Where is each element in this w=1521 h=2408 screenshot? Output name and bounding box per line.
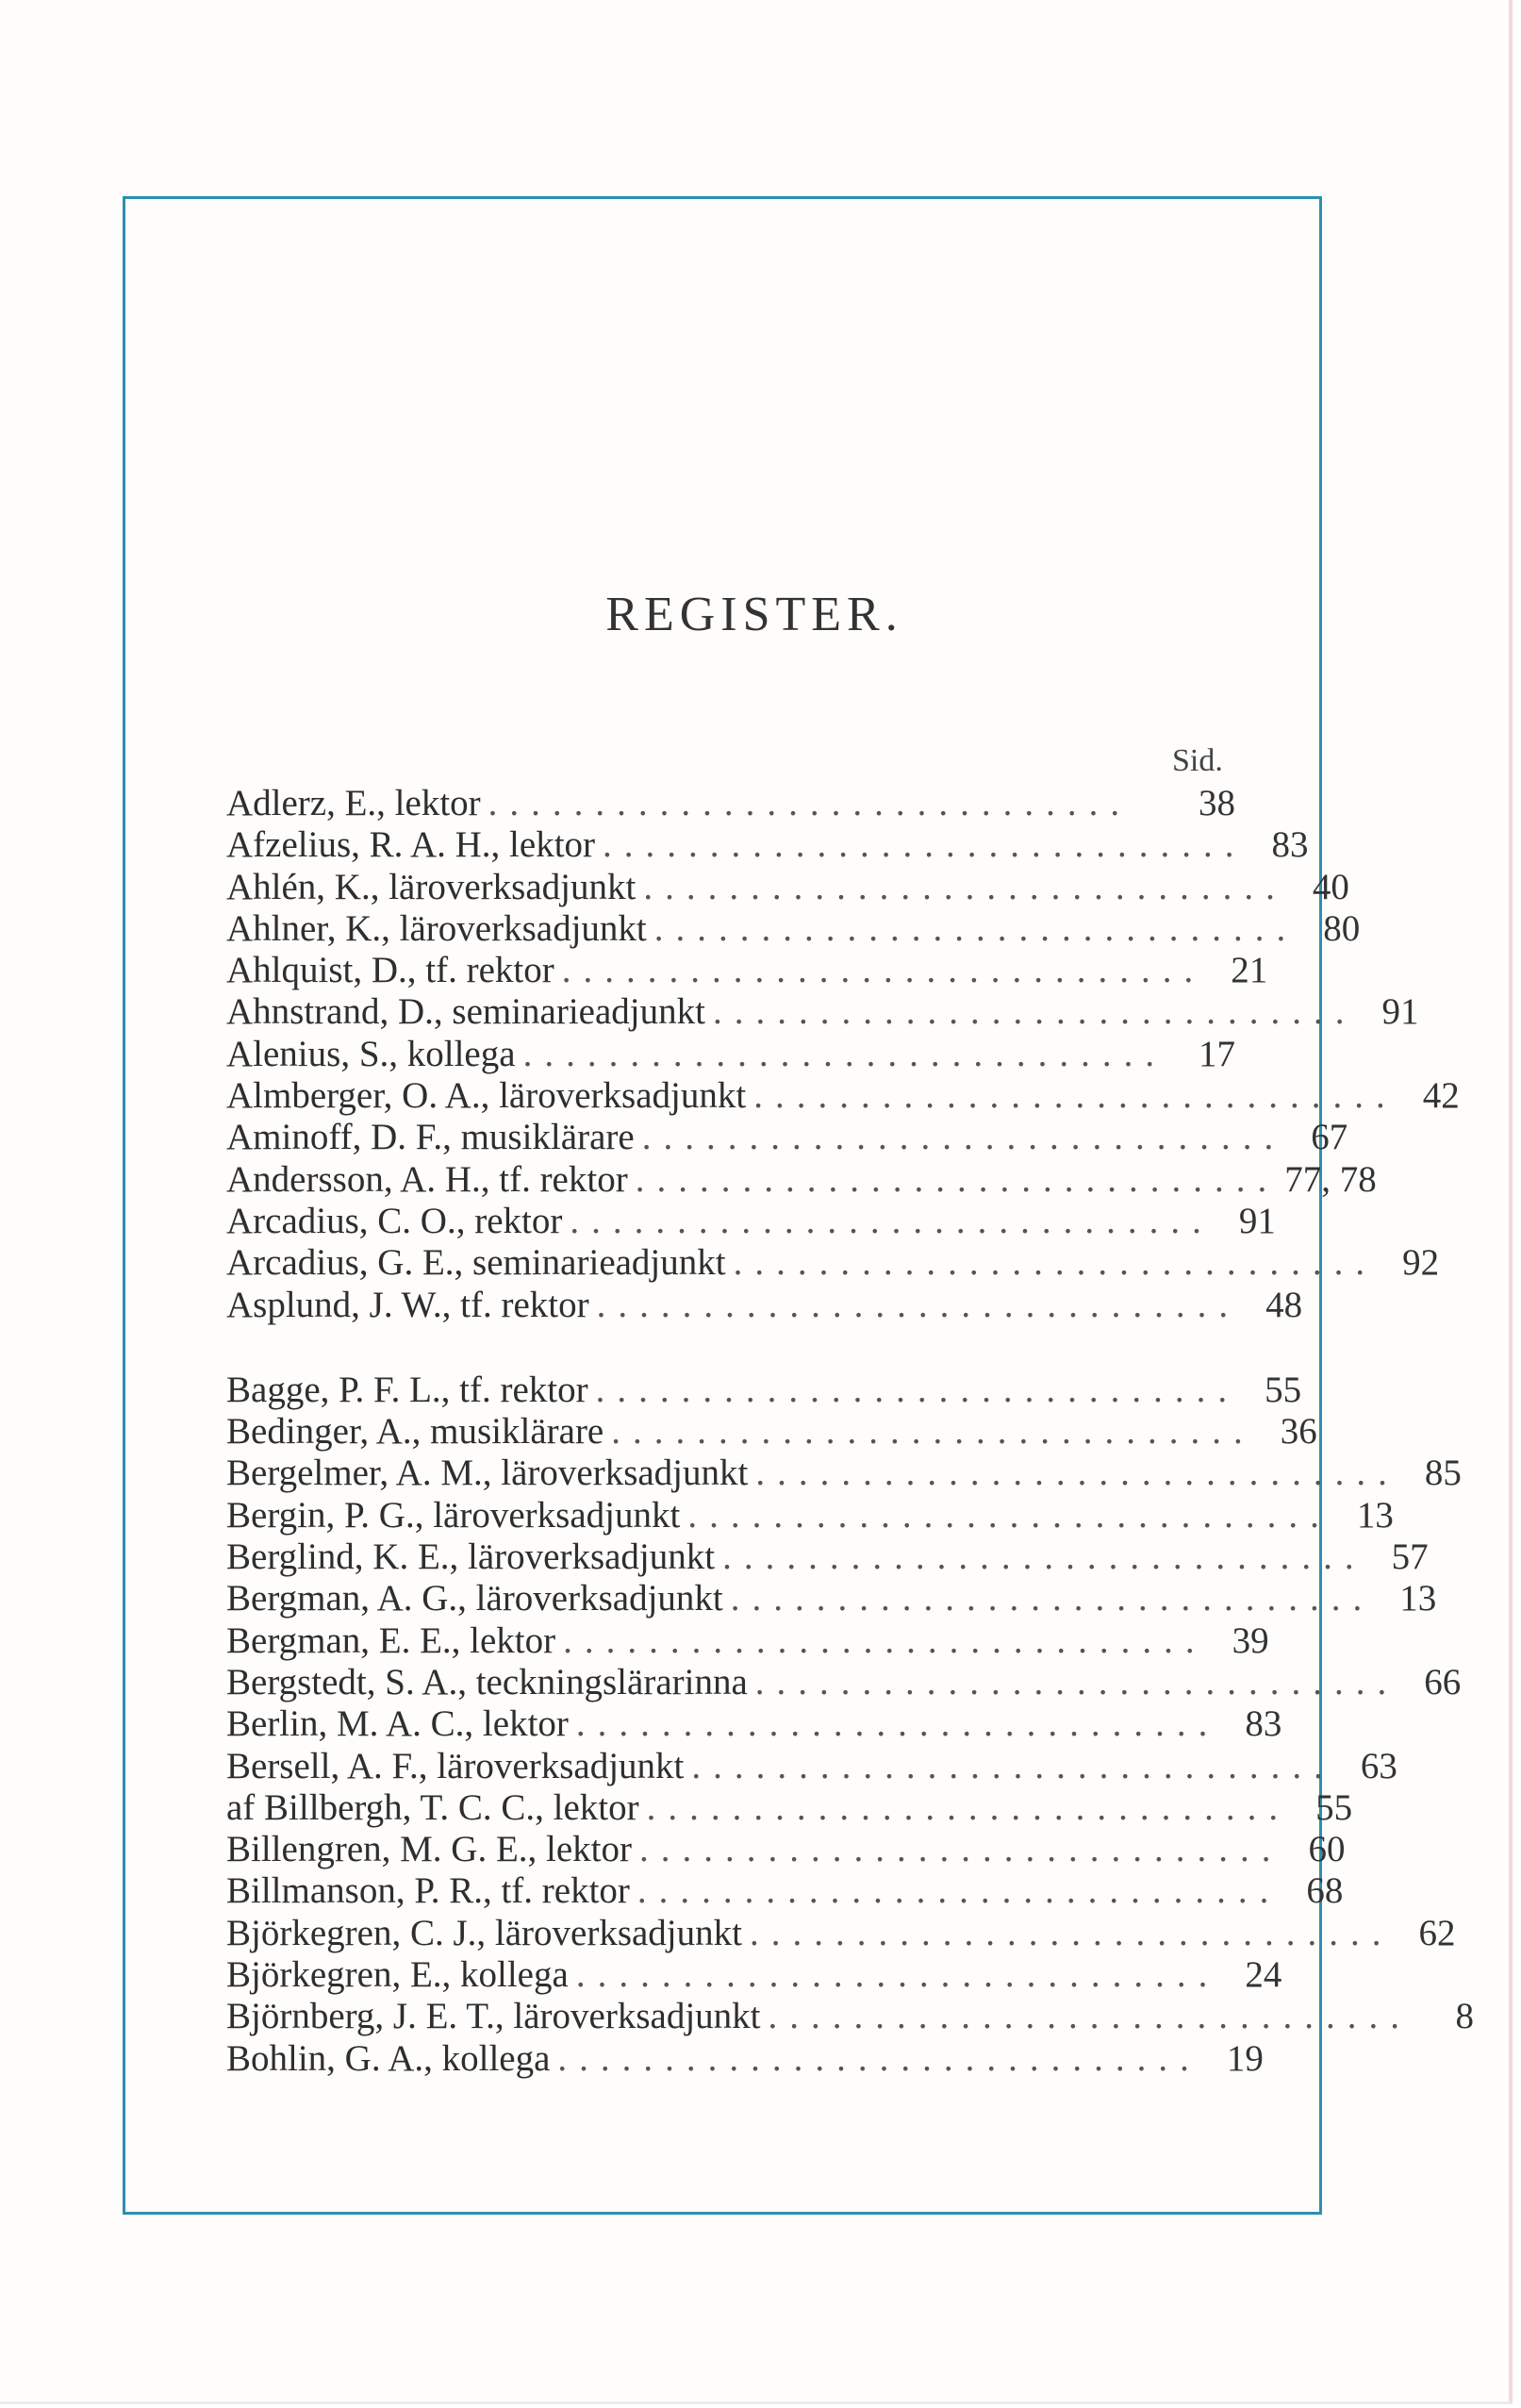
- entry-name: Billengren, M. G. E., lektor: [226, 1829, 633, 1870]
- register-entry: [226, 1703, 1282, 1745]
- dot-leader: ..............................: [653, 907, 1298, 949]
- entry-name: Bergelmer, A. M., läroverksadjunkt: [226, 1453, 749, 1494]
- entry-name: Bergman, A. G., läroverksadjunkt: [226, 1578, 723, 1619]
- register-entry: [226, 1536, 1429, 1578]
- dot-leader: ..............................: [722, 1536, 1366, 1578]
- dot-leader: ..............................: [563, 1619, 1207, 1661]
- register-entry: [226, 824, 1309, 866]
- register-entry: [226, 1075, 1460, 1117]
- dot-leader: ..............................: [603, 824, 1247, 866]
- entry-name: Arcadius, G. E., seminarieadjunkt: [226, 1242, 726, 1284]
- dot-leader: ..............................: [755, 1453, 1399, 1494]
- dot-leader: ..............................: [768, 1996, 1412, 2037]
- dot-leader: ..............................: [637, 1870, 1281, 1912]
- dot-leader: ..............................: [561, 950, 1206, 991]
- entry-name: Björnberg, J. E. T., läroverksadjunkt: [226, 1996, 761, 2037]
- entry-name: Ahnstrand, D., seminarieadjunkt: [226, 991, 705, 1033]
- register-entry: [226, 1411, 1317, 1453]
- entry-name: Bergman, E. E., lektor: [226, 1619, 556, 1661]
- entry-page: 21: [1231, 950, 1268, 991]
- dot-leader: ..............................: [488, 783, 1132, 823]
- register-entry: [226, 991, 1419, 1033]
- entry-name: Almberger, O. A., läroverksadjunkt: [226, 1075, 747, 1117]
- register-entry: [226, 866, 1349, 908]
- register-entry: [226, 1745, 1397, 1787]
- register-entry: [226, 1369, 1302, 1411]
- entry-name: Billmanson, P. R., tf. rektor: [226, 1870, 630, 1912]
- register-entry: [226, 1870, 1344, 1912]
- entry-page: 83: [1271, 824, 1309, 866]
- dot-leader: ..............................: [712, 991, 1357, 1033]
- entry-page: 66: [1424, 1661, 1462, 1702]
- entry-page: 8: [1455, 1996, 1474, 2037]
- register-entry: [226, 1954, 1282, 1996]
- entry-name: Andersson, A. H., tf. rektor: [226, 1158, 628, 1200]
- entry-page: 83: [1245, 1703, 1282, 1745]
- entry-page: 55: [1315, 1786, 1353, 1828]
- dot-leader: ..............................: [611, 1411, 1255, 1453]
- register-entry: [226, 1242, 1440, 1284]
- entry-page: 92: [1402, 1242, 1440, 1284]
- register-entry: [226, 1494, 1394, 1536]
- dot-leader: ..............................: [635, 1158, 1280, 1200]
- entry-page: 63: [1360, 1745, 1397, 1786]
- register-entry: [226, 1284, 1303, 1326]
- entry-page: 40: [1312, 866, 1349, 907]
- register-entry: [226, 1661, 1462, 1703]
- entry-page: 85: [1424, 1453, 1462, 1494]
- entry-name: Bersell, A. F., läroverksadjunkt: [226, 1745, 685, 1786]
- entry-page: 67: [1311, 1117, 1348, 1158]
- entry-page: 13: [1399, 1578, 1437, 1619]
- dot-leader: ..............................: [575, 1703, 1220, 1745]
- entry-name: Björkegren, E., kollega: [226, 1954, 569, 1996]
- dot-leader: ..............................: [595, 1369, 1240, 1410]
- register-entry: [226, 907, 1361, 950]
- entry-page: 62: [1418, 1912, 1456, 1953]
- entry-name: Alenius, S., kollega: [226, 1033, 516, 1074]
- entry-name: Afzelius, R. A. H., lektor: [226, 824, 596, 866]
- entry-page: 55: [1265, 1369, 1302, 1410]
- entry-page: 36: [1280, 1411, 1317, 1453]
- entry-page: 13: [1356, 1494, 1394, 1536]
- entry-name: Ahlén, K., läroverksadjunkt: [226, 866, 637, 907]
- entry-name: Berlin, M. A. C., lektor: [226, 1703, 569, 1745]
- entry-page: 91: [1238, 1200, 1276, 1241]
- dot-leader: ..............................: [596, 1284, 1241, 1325]
- entry-page: 24: [1245, 1954, 1282, 1996]
- register-group-b: [226, 1369, 1474, 2080]
- dot-leader: ..............................: [749, 1912, 1394, 1953]
- entry-name: Adlerz, E., lektor: [226, 783, 481, 823]
- entry-name: Berglind, K. E., läroverksadjunkt: [226, 1536, 716, 1578]
- register-entry: [226, 1829, 1346, 1870]
- page-title: REGISTER.: [605, 588, 903, 641]
- entry-name: Bergin, P. G., läroverksadjunkt: [226, 1494, 681, 1536]
- entry-page: 68: [1306, 1870, 1344, 1912]
- register-list: [226, 783, 1474, 2080]
- register-entry: [226, 950, 1268, 991]
- dot-leader: ..............................: [687, 1494, 1331, 1536]
- register-entry: [226, 1453, 1462, 1494]
- register-entry: [226, 1158, 1377, 1201]
- dot-leader: ..............................: [643, 866, 1287, 907]
- register-entry: [226, 1996, 1474, 2037]
- entry-page: 38: [1199, 783, 1235, 823]
- entry-page: 39: [1232, 1619, 1269, 1661]
- register-entry: [226, 783, 1235, 824]
- page-column-header: Sid.: [1172, 743, 1223, 778]
- entry-page: 80: [1323, 907, 1361, 949]
- entry-name: Bagge, P. F. L., tf. rektor: [226, 1369, 588, 1410]
- entry-page: 19: [1226, 2037, 1264, 2079]
- entry-name: Arcadius, C. O., rektor: [226, 1200, 563, 1241]
- entry-name: Bedinger, A., musiklärare: [226, 1411, 604, 1453]
- entry-name: Bergstedt, S. A., teckningslärarinna: [226, 1661, 748, 1702]
- entry-page: 17: [1199, 1033, 1235, 1074]
- entry-name: Bohlin, G. A., kollega: [226, 2037, 551, 2079]
- register-entry: [226, 2037, 1264, 2080]
- register-entry: [226, 1034, 1235, 1075]
- register-entry: [226, 1912, 1456, 1954]
- entry-page: 48: [1265, 1284, 1303, 1325]
- entry-name: Björkegren, C. J., läroverksadjunkt: [226, 1912, 742, 1953]
- entry-name: af Billbergh, T. C. C., lektor: [226, 1786, 639, 1828]
- register-entry: [226, 1117, 1348, 1158]
- entry-name: Ahlquist, D., tf. rektor: [226, 950, 554, 991]
- dot-leader: ..............................: [646, 1786, 1291, 1828]
- dot-leader: ..............................: [570, 1200, 1214, 1241]
- dot-leader: ..............................: [575, 1954, 1220, 1996]
- register-entry: [226, 1578, 1437, 1619]
- entry-page: 77, 78: [1284, 1158, 1377, 1200]
- dot-leader: ..............................: [733, 1242, 1378, 1284]
- entry-name: Asplund, J. W., tf. rektor: [226, 1284, 589, 1325]
- dot-leader: ..............................: [730, 1578, 1375, 1619]
- entry-page: 60: [1308, 1829, 1346, 1870]
- dot-leader: ..............................: [639, 1829, 1283, 1870]
- entry-page: 91: [1381, 991, 1419, 1033]
- entry-page: 42: [1422, 1075, 1460, 1117]
- dot-leader: ..............................: [522, 1033, 1167, 1074]
- register-entry: [226, 1619, 1269, 1662]
- dot-leader: ..............................: [557, 2037, 1201, 2079]
- register-group-a: [226, 783, 1460, 1326]
- register-entry: [226, 1200, 1276, 1242]
- entry-name: Aminoff, D. F., musiklärare: [226, 1117, 635, 1158]
- dot-leader: ..............................: [753, 1075, 1397, 1117]
- dot-leader: ..............................: [754, 1661, 1399, 1702]
- register-entry: [226, 1786, 1353, 1829]
- dot-leader: ..............................: [641, 1117, 1286, 1158]
- dot-leader: ..............................: [691, 1745, 1335, 1786]
- entry-name: Ahlner, K., läroverksadjunkt: [226, 907, 647, 949]
- entry-page: 57: [1391, 1536, 1429, 1578]
